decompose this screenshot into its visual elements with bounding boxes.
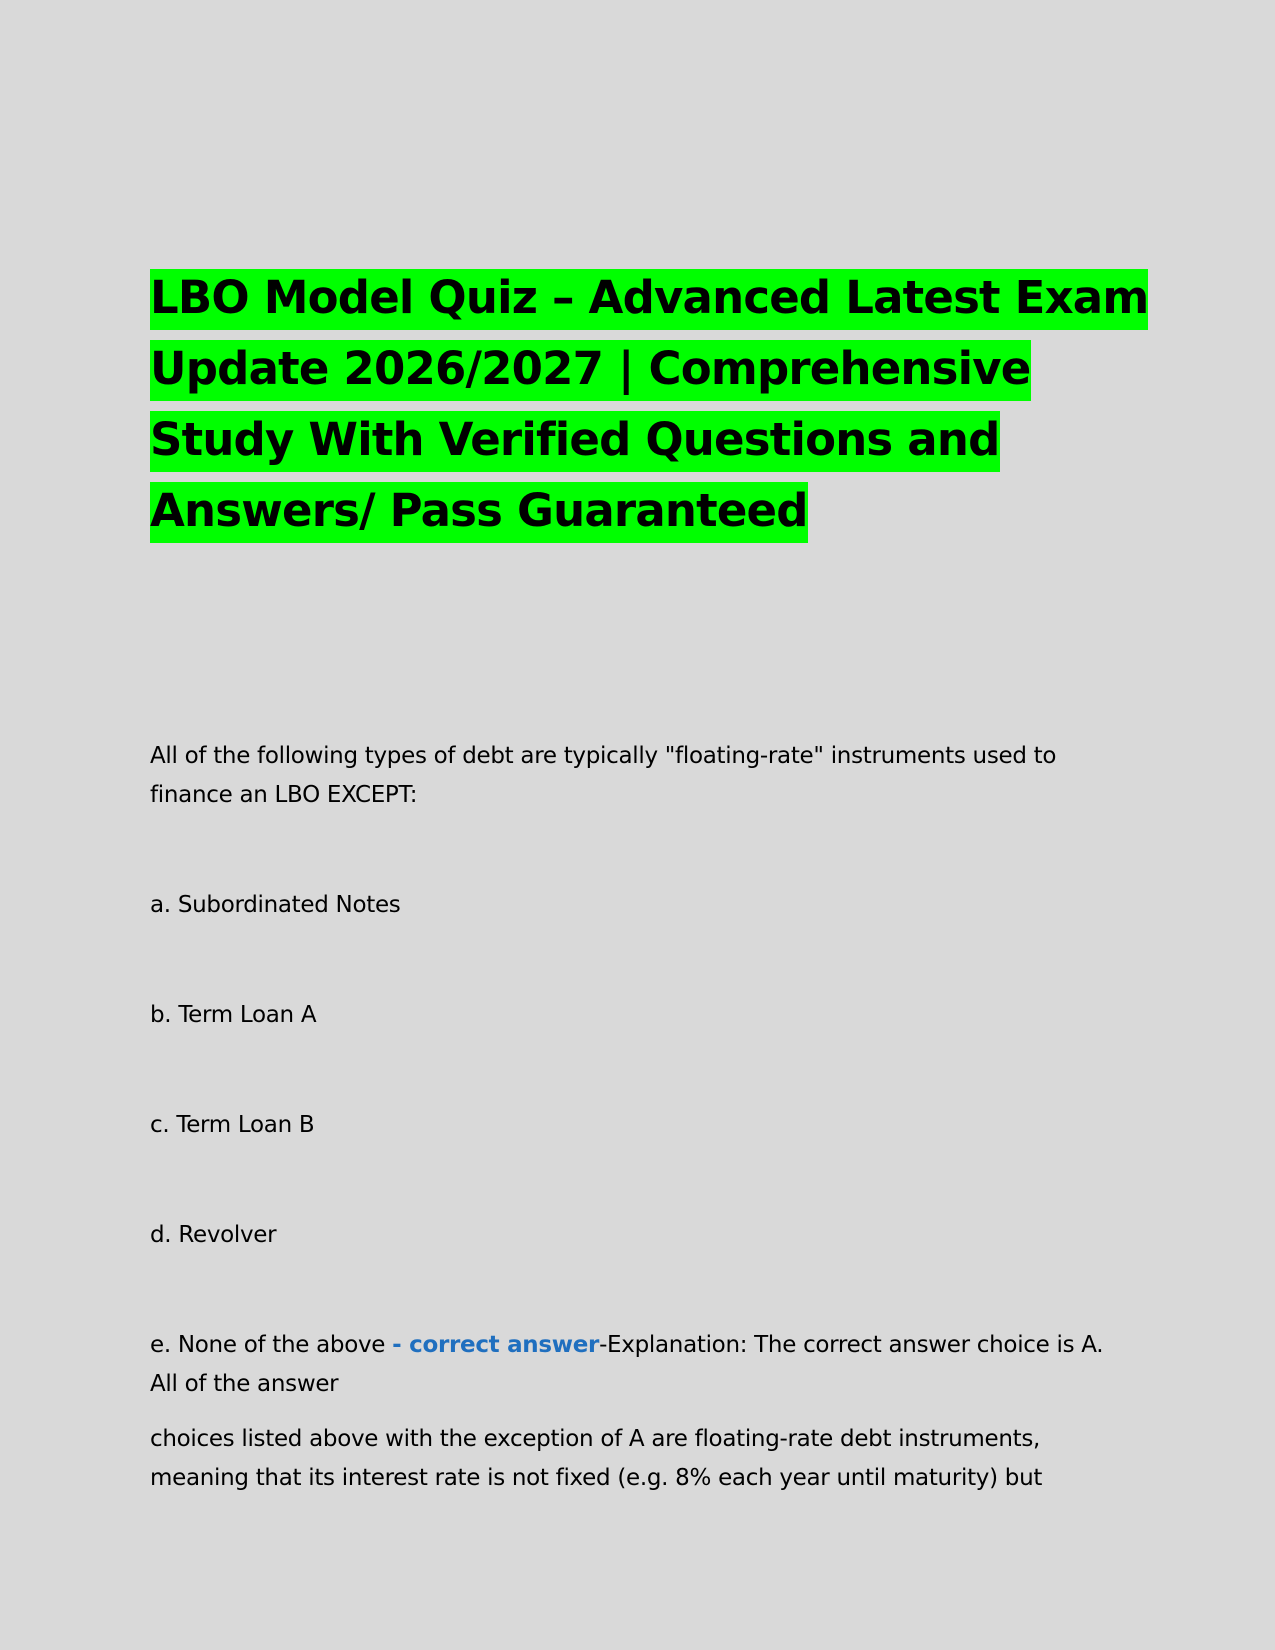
- correct-answer-marker: - correct answer: [392, 1332, 600, 1358]
- question-text: All of the following types of debt are typically "floating-rate" instruments used to finance an LBO EXCEPT:: [150, 743, 1057, 808]
- option-a: a. Subordinated Notes: [150, 892, 401, 918]
- option-c: c. Term Loan B: [150, 1112, 315, 1138]
- title-highlight: LBO Model Quiz – Advanced Latest Exam Update 2026/2027 | Comprehensive Study With Verified Questions and Answers/ Pass Guaranteed: [150, 269, 1148, 543]
- explanation-start: -Explanation: The correct answer choice is A. All of the answer: [150, 1332, 1104, 1397]
- explanation-text: choices listed above with the exception of A are floating-rate debt instruments, meaning that its interest rate is not fixed (e.g. 8% each year until maturity) but: [150, 1426, 1043, 1491]
- option-e: [150, 1326, 1130, 1404]
- document-title: [150, 262, 1150, 546]
- option-d: d. Revolver: [150, 1222, 277, 1248]
- option-b: b. Term Loan A: [150, 1002, 317, 1028]
- option-e-label: e. None of the above: [150, 1332, 393, 1358]
